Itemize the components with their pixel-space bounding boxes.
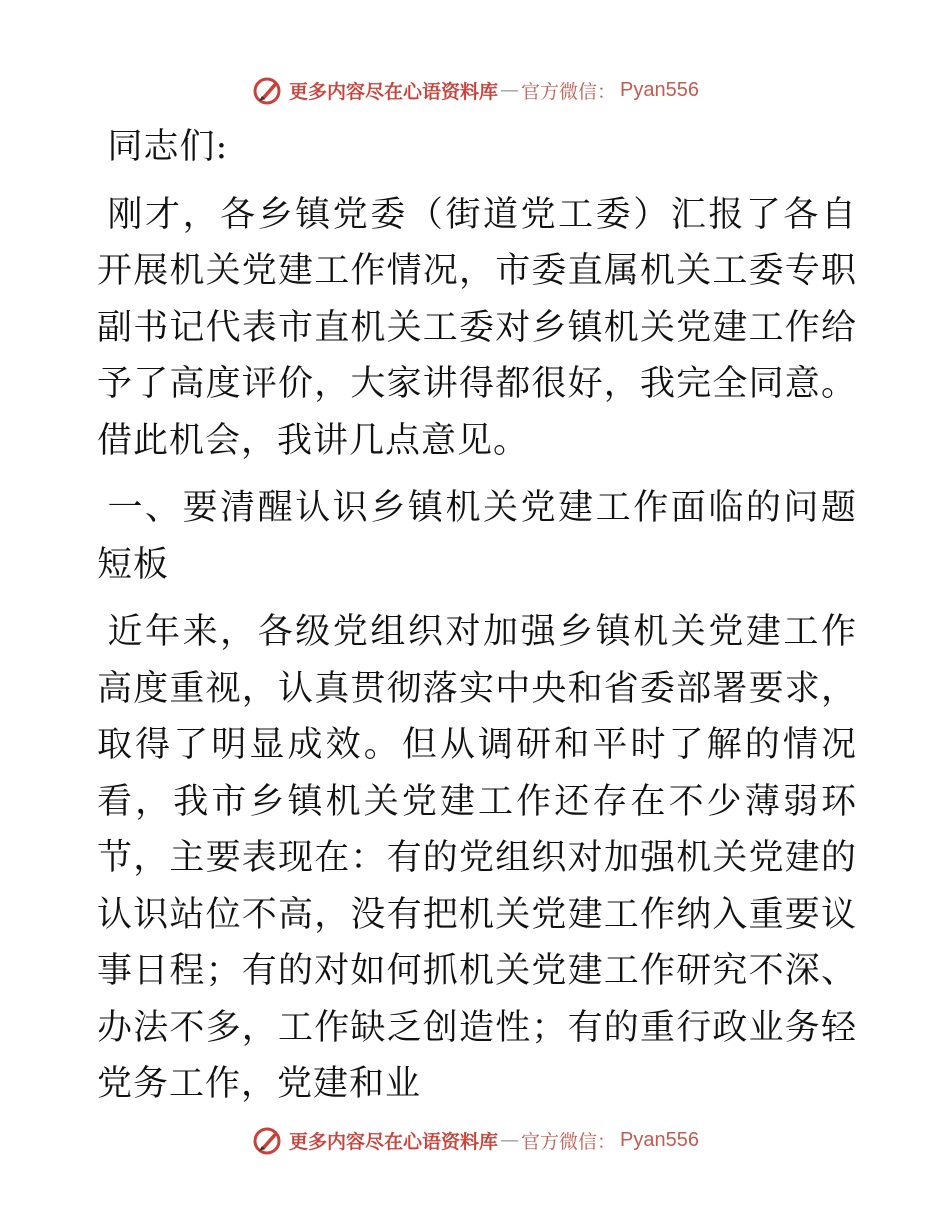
header-banner-separator: — (500, 79, 520, 101)
footer-banner-separator: — (500, 1129, 520, 1151)
header-wechat-id: Pyan556 (620, 78, 699, 101)
quill-logo-icon (251, 74, 283, 106)
header-watermark-banner (0, 70, 950, 110)
footer-banner-text: 更多内容尽在心语资料库 (289, 1130, 499, 1153)
footer-watermark-banner (0, 1120, 950, 1160)
header-banner-text: 更多内容尽在心语资料库 (289, 80, 499, 103)
header-wechat-label: 官方微信： (521, 80, 617, 103)
footer-wechat-label: 官方微信： (521, 1130, 617, 1153)
document-body (97, 119, 857, 1124)
quill-logo-icon (251, 1124, 283, 1156)
paragraph-section-1: 近年来，各级党组织对加强乡镇机关党建工作高度重视，认真贯彻落实中央和省委部署要求，取得了明显成效。但从调研和平时了解的情况看，我市乡镇机关党建工作还存在不少薄弱环节，主要表现在：有的党组织对加强机关党建的认识站位不高，没有把机关党建工作纳入重要议事日程；有的对如何抓机关党建工作研究不深、办法不多，工作缺乏创造性；有的重行政业务轻党务工作，党建和业 (97, 612, 857, 1104)
section-heading-1: 一、要清醒认识乡镇机关党建工作面临的问题短板 (97, 488, 857, 585)
salutation: 同志们: (107, 127, 229, 167)
footer-wechat-id: Pyan556 (620, 1128, 699, 1151)
paragraph-opening: 刚才，各乡镇党委（街道党工委）汇报了各自开展机关党建工作情况，市委直属机关工委专职副书记代表市直机关工委对乡镇机关党建工作给予了高度评价，大家讲得都很好，我完全同意。借此机会，我讲几点意见。 (97, 194, 857, 461)
